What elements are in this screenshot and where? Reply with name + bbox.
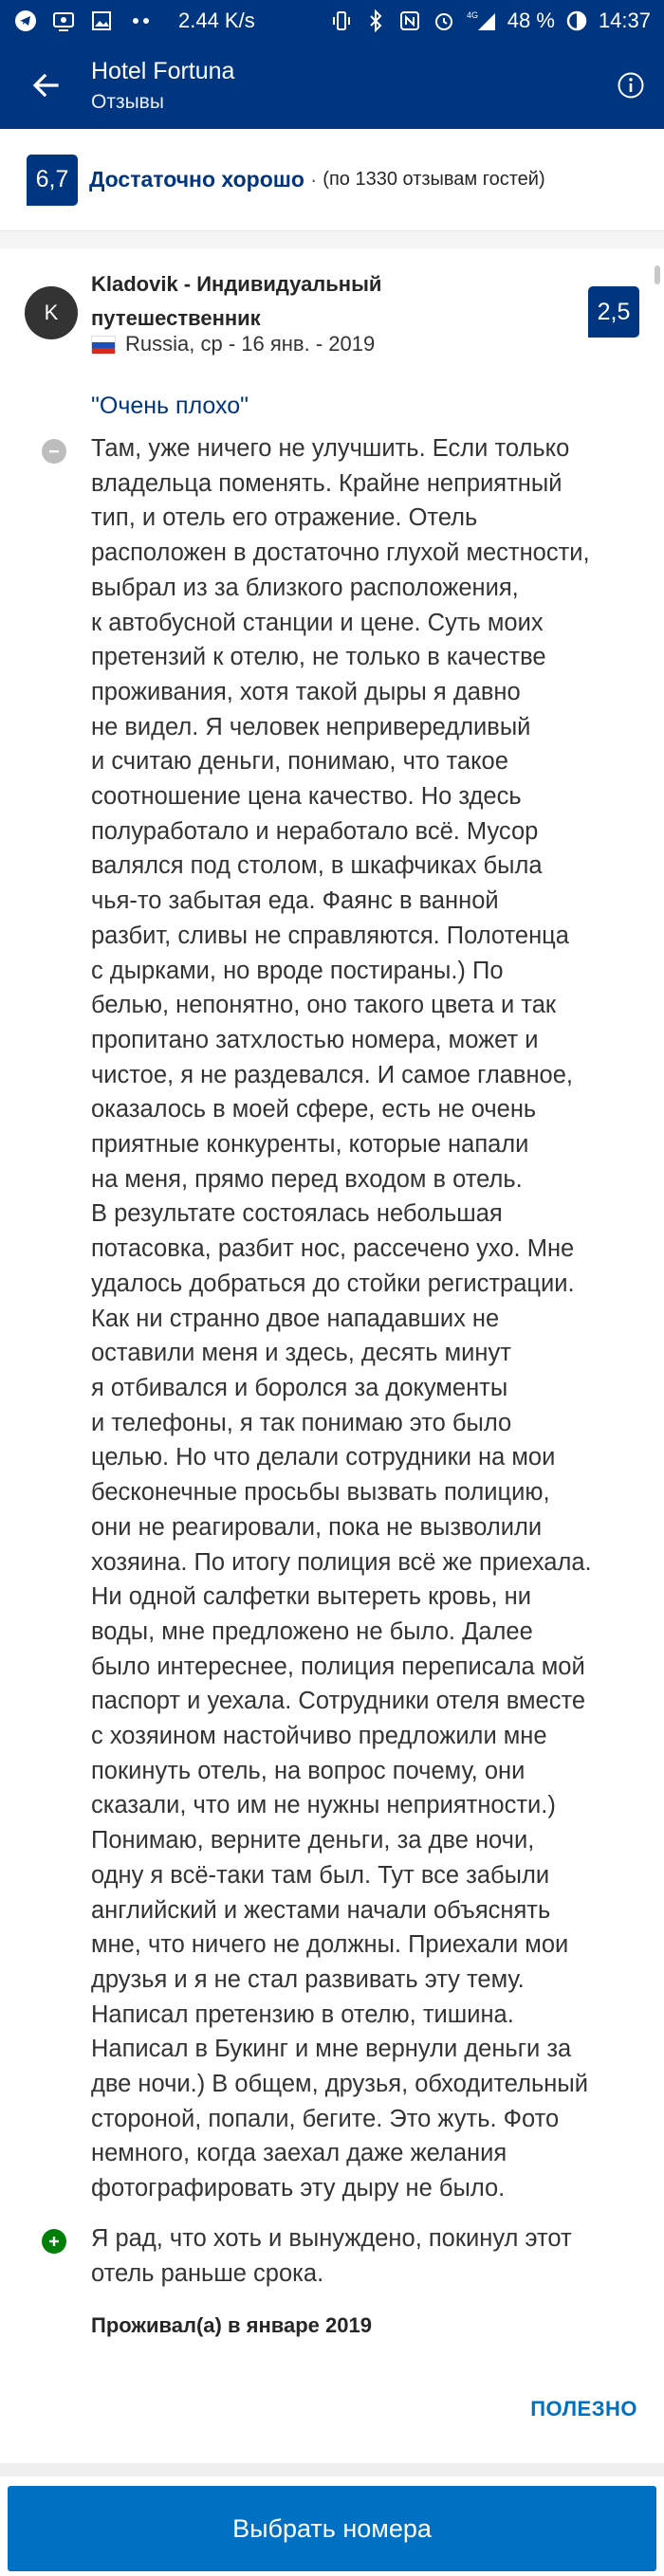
- reviewer-country: Russia: [125, 332, 190, 356]
- cast-icon: [51, 9, 76, 33]
- separator-dot: ·: [309, 167, 318, 192]
- app-bar: [0, 42, 664, 129]
- stay-info: Проживал(а) в январе 2019: [91, 2313, 372, 2338]
- svg-text:4G: 4G: [466, 10, 478, 20]
- review-count: (по 1330 отзывам гостей): [323, 169, 545, 190]
- select-rooms-button[interactable]: Выбрать номера: [8, 2486, 656, 2571]
- more-dots-icon: [127, 9, 165, 33]
- clock: 14:37: [598, 9, 651, 32]
- arrow-left-icon: [30, 70, 61, 100]
- telegram-icon: [13, 9, 38, 33]
- alarm-icon: [432, 9, 456, 33]
- review-score-badge: 2,5: [588, 286, 639, 338]
- net-speed: 2.44 K/s: [178, 9, 255, 32]
- review-card: [0, 248, 664, 2338]
- negative-text: Там, уже ничего не улучшить. Если только владельца поменять. Крайне неприятный тип, и отель его отражение. Отель расположен в достаточно глухой местности, выбрал из за близкого расположения, к автобусной станции и цене. Суть моих претензий к отелю, не только в качестве проживания, хотя такой дыры я давно не видел. Я человек непривередливый и считаю деньги, понимаю, что такое соотношение цена качество. Но здесь полуработало и неработало всё. Мусор валялся под столом, в шкафчиках была чья-то забытая еда. Фаянс в ванной разбит, сливы не справляются. Полотенца с дырками, но вроде постираны.) По белью, непонятно, оно такого цвета и так пропитано затхлостью номера, может и чистое, я не раздевался. И самое главное, оказалось в моей сфере, есть не очень приятные конкуренты, которые напали на меня, прямо перед входом в отель. В результате состоялась небольшая потасовка, разбит нос, рассечено ухо. Мне удалось добраться до стойки регистрации. Как ни странно двое нападавших не оставили меня и здесь, десять минут я отбивался и боролся за документы и телефоны, я так понимаю это было целью. Но что делали сотрудники на мои бесконечные просьбы вызвать полицию, они не реагировали, пока не вызволили хозяина. По итогу полиция всё же приехала. Ни одной салфетки вытереть кровь, ни воды, мне предложено не было. Далее было интереснее, полиция переписала мой паспорт и уехала. Сотрудники отеля вместе с хозяином настойчиво предложили мне покинуть отель, на вопрос почему, они сказали, что им не нужны неприятности.) Понимаю, верните деньги, за две ночи, одну я всё-таки там был. Тут все забыли английский и жестами начали объяснять мне, что ничего не должны. Приехали мои друзья и я не стал развивать эту тему. Написал претензию в отелю, тишина. Написал в Букинг и мне вернули деньги за две ночи.) В общем, друзья, обходительный стороной, попали, бегите. Это жуть. Фото немного, когда заехал даже желания фотографировать эту дыру не было.: [91, 435, 592, 2202]
- image-icon: [89, 9, 114, 33]
- page-subtitle: Отзывы: [91, 90, 164, 113]
- plus-icon: [42, 2229, 66, 2254]
- rating-word: Достаточно хорошо: [89, 167, 304, 192]
- positive-section: [0, 2221, 664, 2291]
- russia-flag-icon: [91, 336, 116, 353]
- positive-text: Я рад, что хоть и вынуждено, покинул этот отель раньше срока.: [91, 2224, 572, 2287]
- review-meta: [91, 332, 375, 356]
- review-date: , ср - 16 янв. - 2019: [189, 332, 376, 356]
- hotel-title: Hotel Fortuna: [91, 57, 235, 84]
- battery-level: 48 %: [507, 9, 555, 32]
- minus-icon: [42, 439, 66, 464]
- status-bar: [0, 0, 664, 42]
- bluetooth-icon: [363, 9, 388, 33]
- helpful-button[interactable]: ПОЛЕЗНО: [530, 2397, 637, 2421]
- review-title: "Очень плохо": [91, 393, 249, 419]
- section-divider: [0, 231, 664, 248]
- battery-icon: [564, 9, 589, 33]
- avatar: K: [25, 286, 78, 339]
- signal-icon: [466, 9, 498, 33]
- bottom-divider: [0, 2463, 664, 2476]
- vibrate-icon: [329, 9, 354, 33]
- info-icon: [617, 71, 645, 100]
- negative-section: [0, 431, 664, 2206]
- overall-score-badge: 6,7: [27, 155, 78, 206]
- bottom-bar: [0, 2476, 664, 2576]
- reviewer-name: Kladovik - Индивидуальный путешественник: [91, 272, 382, 330]
- info-button[interactable]: [598, 42, 664, 129]
- back-button[interactable]: [0, 42, 91, 129]
- score-summary: [0, 129, 664, 231]
- nfc-icon: [397, 9, 422, 33]
